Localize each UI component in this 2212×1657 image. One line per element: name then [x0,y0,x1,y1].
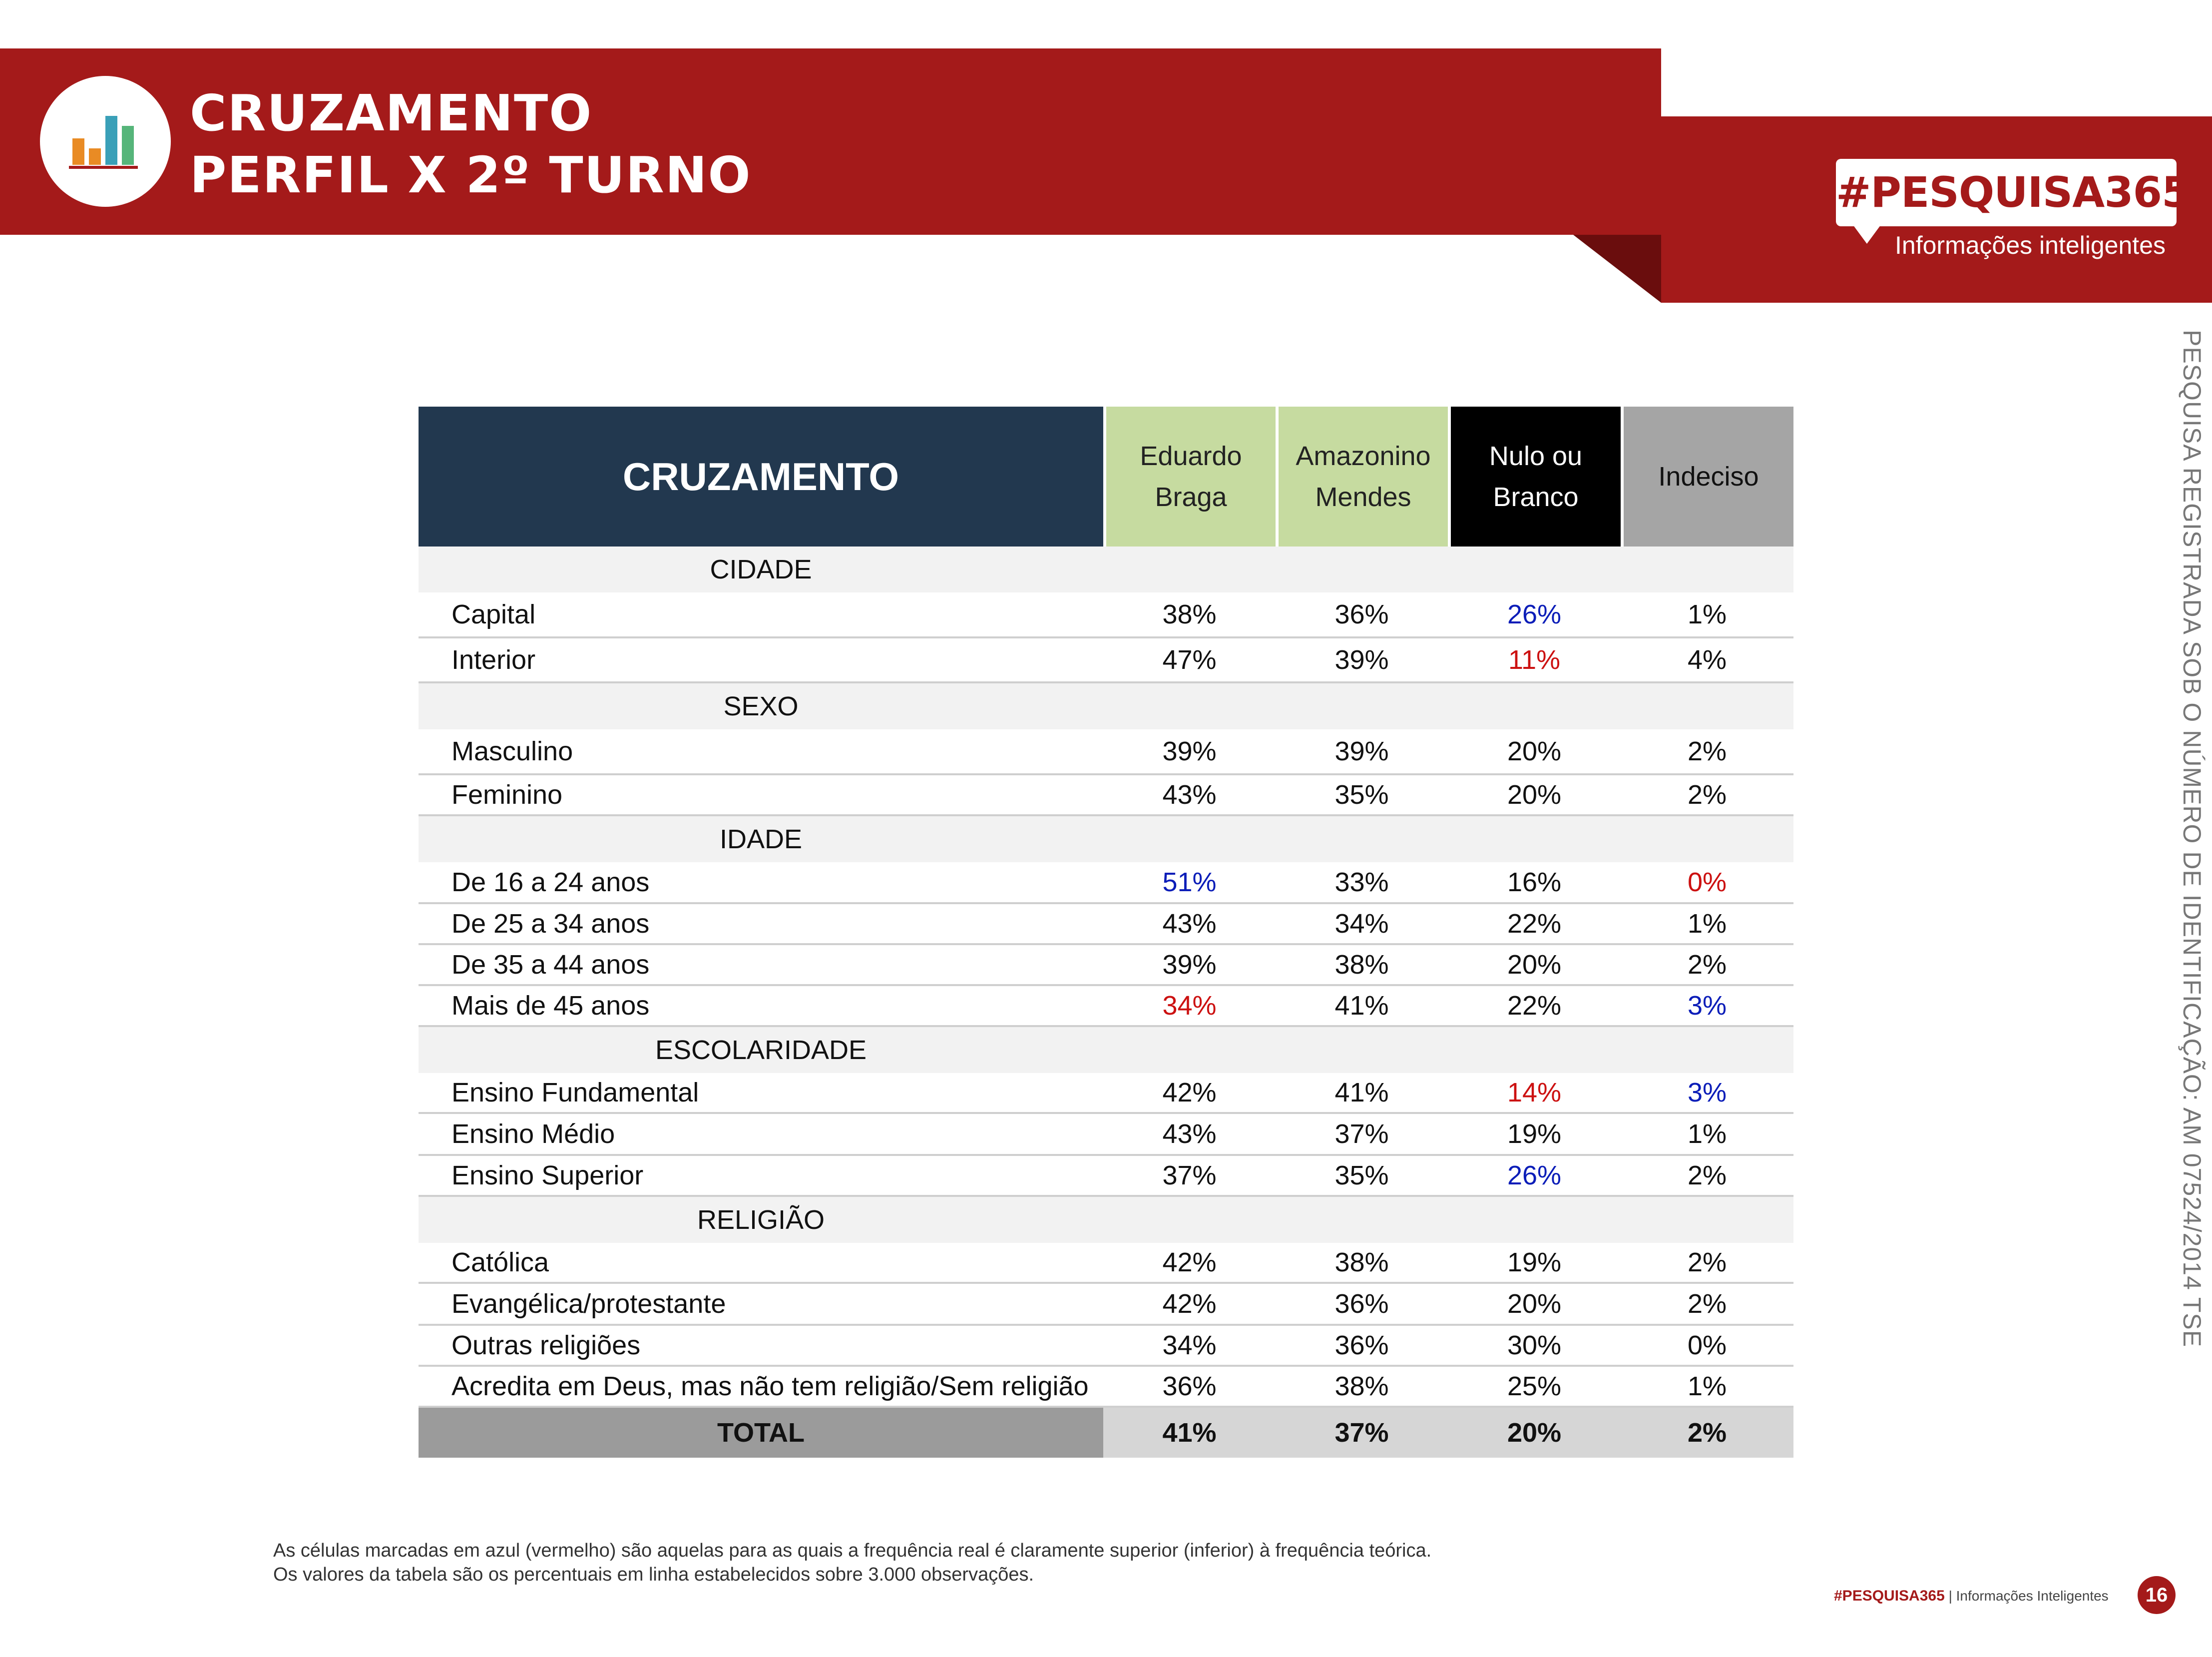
row-label: Feminino [419,775,1103,816]
total-value-cell: 41% [1103,1408,1276,1458]
brand-logo [1836,159,2191,226]
table-row [419,1326,1793,1367]
value-cell: 19% [1448,1114,1621,1156]
row-label: Acredita em Deus, mas não tem religião/Sem religião [419,1367,1103,1408]
value-cell: 1% [1621,904,1793,945]
section-header-row [419,547,1793,592]
table-header-row [419,407,1793,547]
value-cell: 34% [1103,1326,1276,1367]
value-cell: 1% [1621,1367,1793,1408]
value-cell: 2% [1621,1284,1793,1326]
row-label: Masculino [419,729,1103,775]
section-blank-cell [1276,816,1448,862]
table-row [419,1073,1793,1114]
value-cell: 36% [1103,1367,1276,1408]
table-row [419,775,1793,816]
value-cell: 20% [1448,945,1621,986]
row-label: De 35 a 44 anos [419,945,1103,986]
value-cell: 39% [1276,638,1448,683]
column-header-line: Mendes [1315,482,1411,512]
value-cell: 20% [1448,775,1621,816]
value-cell: 33% [1276,862,1448,904]
row-label: Ensino Fundamental [419,1073,1103,1114]
value-cell: 38% [1103,592,1276,638]
title-line-1: CRUZAMENTO [190,84,593,142]
value-cell: 25% [1448,1367,1621,1408]
registration-note: PESQUISA REGISTRADA SOB O NÚMERO DE IDENTIFICAÇÃO: AM 07524/2014 TSE [2178,330,2206,1348]
crosstab-table [419,407,1793,1458]
title-line-2: PERFIL X 2º TURNO [190,146,752,204]
table-row [419,729,1793,775]
table-row [419,1284,1793,1326]
table-row [419,1114,1793,1156]
value-cell: 42% [1103,1073,1276,1114]
value-cell: 20% [1448,729,1621,775]
value-cell: 47% [1103,638,1276,683]
value-cell: 38% [1276,1367,1448,1408]
brand-tagline: Informações inteligentes [1895,231,2166,259]
total-value-cell: 2% [1621,1408,1793,1458]
section-header-row [419,816,1793,862]
row-label: De 25 a 34 anos [419,904,1103,945]
value-cell: 37% [1276,1114,1448,1156]
column-header-line: Amazonino [1296,441,1431,471]
value-cell: 2% [1621,945,1793,986]
row-label: Capital [419,592,1103,638]
section-blank-cell [1448,547,1621,592]
page-title [190,82,751,206]
section-blank-cell [1621,816,1793,862]
value-cell: 34% [1103,986,1276,1027]
value-cell: 36% [1276,1284,1448,1326]
column-header-braga [1103,407,1276,547]
row-label: Católica [419,1243,1103,1284]
value-cell: 0% [1621,1326,1793,1367]
value-cell: 38% [1276,1243,1448,1284]
footer-tagline: Informações Inteligentes [1956,1588,2109,1604]
value-cell: 38% [1276,945,1448,986]
total-value-cell: 37% [1276,1408,1448,1458]
value-cell: 39% [1103,729,1276,775]
column-header-line: Nulo ou [1489,441,1583,471]
value-cell: 41% [1276,986,1448,1027]
table-row [419,904,1793,945]
section-blank-cell [1103,1197,1276,1243]
section-blank-cell [1276,1027,1448,1073]
value-cell: 16% [1448,862,1621,904]
page-number: 16 [2138,1576,2176,1614]
column-header-line: Branco [1493,482,1579,512]
bar-chart-icon [40,76,171,207]
table-row [419,592,1793,638]
section-blank-cell [1103,1027,1276,1073]
footer-separator: | [1948,1588,1952,1604]
value-cell: 2% [1621,1156,1793,1197]
value-cell: 42% [1103,1284,1276,1326]
value-cell: 1% [1621,592,1793,638]
table-row [419,638,1793,683]
row-label: Mais de 45 anos [419,986,1103,1027]
value-cell: 14% [1448,1073,1621,1114]
section-title: SEXO [419,683,1103,729]
section-blank-cell [1103,816,1276,862]
section-blank-cell [1276,1197,1448,1243]
section-blank-cell [1448,683,1621,729]
row-label: Outras religiões [419,1326,1103,1367]
value-cell: 43% [1103,1114,1276,1156]
value-cell: 51% [1103,862,1276,904]
row-label: Ensino Médio [419,1114,1103,1156]
section-blank-cell [1448,1197,1621,1243]
value-cell: 4% [1621,638,1793,683]
section-header-row [419,1027,1793,1073]
row-label: Interior [419,638,1103,683]
section-blank-cell [1621,1197,1793,1243]
value-cell: 34% [1276,904,1448,945]
section-blank-cell [1276,547,1448,592]
value-cell: 41% [1276,1073,1448,1114]
value-cell: 2% [1621,729,1793,775]
value-cell: 35% [1276,1156,1448,1197]
column-header-nulo-branco [1448,407,1621,547]
table-row [419,1367,1793,1408]
footnote [273,1539,1431,1587]
value-cell: 30% [1448,1326,1621,1367]
section-title: RELIGIÃO [419,1197,1103,1243]
value-cell: 2% [1621,775,1793,816]
section-blank-cell [1103,547,1276,592]
value-cell: 43% [1103,775,1276,816]
table-body [419,547,1793,1458]
total-value-cell: 20% [1448,1408,1621,1458]
value-cell: 0% [1621,862,1793,904]
footnote-line-1: As células marcadas em azul (vermelho) são aquelas para as quais a frequência real é claramente superior (inferior) à frequência teórica. [273,1540,1432,1561]
value-cell: 2% [1621,1243,1793,1284]
banner-fold [1573,235,1661,303]
column-header-mendes [1276,407,1448,547]
value-cell: 43% [1103,904,1276,945]
value-cell: 26% [1448,592,1621,638]
table-row [419,862,1793,904]
section-blank-cell [1621,547,1793,592]
row-label: Evangélica/protestante [419,1284,1103,1326]
section-blank-cell [1621,1027,1793,1073]
column-header-indeciso: Indeciso [1621,407,1793,547]
section-blank-cell [1448,1027,1621,1073]
value-cell: 36% [1276,592,1448,638]
value-cell: 26% [1448,1156,1621,1197]
brand-name: #PESQUISA365 [1836,168,2191,217]
value-cell: 3% [1621,1073,1793,1114]
value-cell: 19% [1448,1243,1621,1284]
value-cell: 3% [1621,986,1793,1027]
table-row [419,986,1793,1027]
page-footer [1834,1588,2109,1605]
section-blank-cell [1448,816,1621,862]
section-blank-cell [1276,683,1448,729]
value-cell: 36% [1276,1326,1448,1367]
section-blank-cell [1621,683,1793,729]
value-cell: 39% [1276,729,1448,775]
total-label: TOTAL [419,1408,1103,1458]
value-cell: 35% [1276,775,1448,816]
row-label: Ensino Superior [419,1156,1103,1197]
logo-badge [40,76,171,207]
table-row [419,1243,1793,1284]
section-header-row [419,683,1793,729]
table-row [419,945,1793,986]
footnote-line-2: Os valores da tabela são os percentuais em linha estabelecidos sobre 3.000 observações. [273,1564,1034,1585]
value-cell: 39% [1103,945,1276,986]
value-cell: 22% [1448,904,1621,945]
section-blank-cell [1103,683,1276,729]
value-cell: 20% [1448,1284,1621,1326]
value-cell: 1% [1621,1114,1793,1156]
section-title: CIDADE [419,547,1103,592]
column-header-line: Braga [1155,482,1227,512]
footer-brand: #PESQUISA365 [1834,1588,1945,1604]
value-cell: 37% [1103,1156,1276,1197]
section-header-row [419,1197,1793,1243]
total-row [419,1408,1793,1458]
value-cell: 42% [1103,1243,1276,1284]
section-title: IDADE [419,816,1103,862]
section-title: ESCOLARIDADE [419,1027,1103,1073]
column-header-line: Eduardo [1140,441,1242,471]
value-cell: 11% [1448,638,1621,683]
table-corner-title: CRUZAMENTO [419,407,1103,547]
table-row [419,1156,1793,1197]
row-label: De 16 a 24 anos [419,862,1103,904]
value-cell: 22% [1448,986,1621,1027]
